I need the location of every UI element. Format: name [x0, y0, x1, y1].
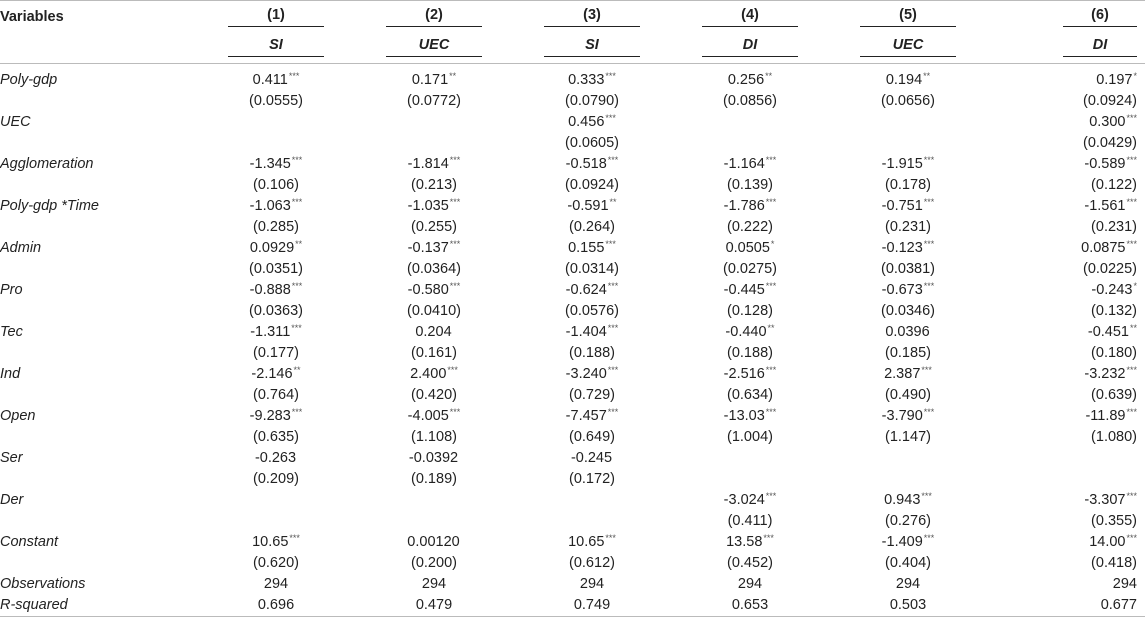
standard-error-value: (0.0314)	[564, 260, 619, 277]
coefficient-value: 0.204	[415, 324, 452, 340]
table-row-statistic	[0, 573, 1145, 594]
coefficient-value: -9.283	[249, 408, 291, 424]
coefficient-value: 14.00	[1089, 534, 1126, 550]
coefficient-value: -2.146	[251, 366, 293, 382]
significance-stars: **	[767, 323, 775, 333]
variable-label: Ser	[0, 449, 23, 466]
significance-stars: ***	[449, 155, 461, 165]
significance-stars: ***	[449, 281, 461, 291]
significance-stars: ***	[923, 281, 935, 291]
table-row-coefficient	[0, 69, 1145, 90]
standard-error-value: (0.634)	[727, 386, 773, 403]
coefficient-value: -1.345	[249, 156, 291, 172]
dependent-var-4: DI	[702, 37, 798, 57]
statistic-value: 294	[579, 575, 605, 592]
standard-error-value	[355, 132, 513, 153]
standard-error-value: (0.178)	[885, 176, 931, 193]
table-row-standard-error	[0, 216, 1145, 237]
coefficient-value: -0.263	[254, 450, 297, 466]
significance-stars: ***	[763, 533, 774, 543]
statistic-value: 294	[895, 575, 921, 592]
standard-error-value: (0.231)	[885, 218, 931, 235]
standard-error-value	[987, 468, 1145, 489]
significance-stars: ***	[1126, 365, 1137, 375]
standard-error-value: (0.213)	[411, 176, 457, 193]
coefficient-value: -3.024	[723, 492, 765, 508]
standard-error-value: (0.635)	[253, 428, 299, 445]
standard-error-value: (0.180)	[1091, 344, 1137, 361]
significance-stars: ***	[923, 239, 935, 249]
standard-error-value: (0.404)	[885, 554, 931, 571]
coefficient-value: 0.300	[1089, 114, 1126, 130]
variable-label: Constant	[0, 533, 59, 550]
standard-error-value: (0.355)	[1091, 512, 1137, 529]
table-row-standard-error	[0, 552, 1145, 573]
standard-error-value: (0.0363)	[248, 302, 303, 319]
standard-error-value: (0.276)	[885, 512, 931, 529]
standard-error-value: (0.0275)	[722, 260, 777, 277]
coefficient-value: -1.561	[1084, 198, 1126, 214]
coefficient-value: -2.516	[723, 366, 765, 382]
coefficient-value: -0.123	[881, 240, 923, 256]
standard-error-value: (0.612)	[569, 554, 615, 571]
standard-error-value: (0.122)	[1091, 176, 1137, 193]
standard-error-value: (0.222)	[727, 218, 773, 235]
coefficient-value: 0.0875	[1081, 240, 1126, 256]
coefficient-value: -0.245	[570, 450, 613, 466]
significance-stars: ***	[923, 155, 935, 165]
significance-stars: ***	[765, 491, 777, 501]
column-header-2: (2)	[386, 7, 482, 27]
standard-error-value: (0.0856)	[722, 92, 777, 109]
standard-error-value: (0.0605)	[564, 134, 619, 151]
coefficient-value: -1.164	[723, 156, 765, 172]
coefficient-value: -1.786	[723, 198, 765, 214]
significance-stars: ***	[449, 197, 461, 207]
standard-error-value: (1.004)	[727, 428, 773, 445]
significance-stars: ***	[1126, 407, 1137, 417]
header-row-dependent	[0, 32, 1145, 62]
variable-label: Agglomeration	[0, 155, 94, 172]
standard-error-value: (0.177)	[253, 344, 299, 361]
significance-stars: ***	[288, 71, 300, 81]
standard-error-value: (0.620)	[253, 554, 299, 571]
significance-stars: ***	[605, 239, 616, 249]
standard-error-value	[355, 510, 513, 531]
significance-stars: ***	[923, 197, 935, 207]
significance-stars: **	[295, 239, 303, 249]
standard-error-value: (0.285)	[253, 218, 299, 235]
coefficient-value: -0.518	[565, 156, 607, 172]
standard-error-value: (0.420)	[411, 386, 457, 403]
significance-stars: ***	[607, 407, 619, 417]
coefficient-value: 0.0396	[885, 324, 930, 340]
coefficient-value: -3.232	[1084, 366, 1126, 382]
standard-error-value: (0.0656)	[880, 92, 935, 109]
significance-stars: ***	[921, 365, 932, 375]
significance-stars: ***	[605, 71, 616, 81]
coefficient-value: -0.589	[1084, 156, 1126, 172]
coefficient-value: -0.580	[407, 282, 449, 298]
variables-header: Variables	[0, 9, 64, 25]
coefficient-value: -1.814	[407, 156, 449, 172]
coefficient-value: 10.65	[568, 534, 605, 550]
variable-label: Admin	[0, 239, 42, 256]
significance-stars: ***	[607, 281, 619, 291]
dependent-var-2: UEC	[386, 37, 482, 57]
significance-stars: ***	[605, 533, 616, 543]
column-header-4: (4)	[702, 7, 798, 27]
coefficient-value: -0.751	[881, 198, 923, 214]
coefficient-value: -3.240	[565, 366, 607, 382]
coefficient-value: -13.03	[723, 408, 765, 424]
statistic-value: 0.479	[415, 596, 453, 613]
significance-stars: ***	[449, 407, 461, 417]
coefficient-value: 0.00120	[407, 534, 460, 550]
table-row-coefficient	[0, 111, 1145, 132]
significance-stars: ***	[765, 197, 777, 207]
significance-stars: ***	[1126, 155, 1137, 165]
standard-error-value: (0.0351)	[248, 260, 303, 277]
significance-stars: **	[923, 71, 931, 81]
table-row-coefficient	[0, 195, 1145, 216]
standard-error-value: (1.147)	[885, 428, 931, 445]
header-row-numbers	[0, 2, 1145, 32]
coefficient-value: -7.457	[565, 408, 607, 424]
coefficient-value: 0.456	[568, 114, 605, 130]
coefficient-value: 0.194	[885, 72, 923, 88]
significance-stars: **	[293, 365, 301, 375]
standard-error-value: (0.639)	[1091, 386, 1137, 403]
coefficient-value: -0.624	[565, 282, 607, 298]
standard-error-value	[829, 468, 987, 489]
table-row-standard-error	[0, 426, 1145, 447]
variable-label: Tec	[0, 323, 23, 340]
statistic-value: 294	[263, 575, 289, 592]
significance-stars: ***	[765, 155, 777, 165]
significance-stars: ***	[1126, 197, 1137, 207]
standard-error-value: (0.0381)	[880, 260, 935, 277]
standard-error-value: (0.452)	[727, 554, 773, 571]
significance-stars: ***	[921, 491, 932, 501]
standard-error-value: (0.106)	[253, 176, 299, 193]
standard-error-value: (0.209)	[253, 470, 299, 487]
standard-error-value: (0.139)	[727, 176, 773, 193]
coefficient-value: 0.256	[727, 72, 765, 88]
standard-error-value: (0.0924)	[1082, 92, 1137, 109]
coefficient-value: -0.888	[249, 282, 291, 298]
standard-error-value: (0.0555)	[248, 92, 303, 109]
table-row-standard-error	[0, 174, 1145, 195]
coefficient-value: 0.155	[568, 240, 605, 256]
standard-error-value: (0.490)	[885, 386, 931, 403]
significance-stars: *	[1133, 71, 1137, 81]
standard-error-value: (0.0924)	[564, 176, 619, 193]
coefficient-value: -3.790	[881, 408, 923, 424]
coefficient-value: -1.311	[250, 324, 291, 340]
table-row-coefficient	[0, 447, 1145, 468]
standard-error-value: (0.764)	[253, 386, 299, 403]
table-row-standard-error	[0, 384, 1145, 405]
standard-error-value: (0.0410)	[406, 302, 461, 319]
coefficient-value: -0.451	[1087, 324, 1129, 340]
column-header-3: (3)	[544, 7, 640, 27]
variable-label: Poly-gdp	[0, 71, 58, 88]
table-row-standard-error	[0, 90, 1145, 111]
coefficient-value: -0.673	[881, 282, 923, 298]
statistic-value: 0.653	[731, 596, 769, 613]
standard-error-value: (0.0790)	[564, 92, 619, 109]
coefficient-value: -0.440	[725, 324, 767, 340]
coefficient-value: -1.409	[881, 534, 923, 550]
coefficient-value: -1.404	[565, 324, 607, 340]
standard-error-value	[829, 132, 987, 153]
significance-stars: ***	[447, 365, 458, 375]
coefficient-value: -0.591	[567, 198, 609, 214]
significance-stars: *	[770, 239, 775, 249]
standard-error-value: (0.188)	[727, 344, 773, 361]
coefficient-value: 2.387	[884, 366, 921, 382]
significance-stars: ***	[607, 323, 619, 333]
significance-stars: ***	[1126, 533, 1137, 543]
significance-stars: ***	[607, 365, 619, 375]
significance-stars: ***	[923, 533, 935, 543]
standard-error-value: (0.0429)	[1082, 134, 1137, 151]
significance-stars: ***	[449, 239, 461, 249]
coefficient-value: -11.89	[1085, 408, 1126, 424]
coefficient-value: -1.915	[881, 156, 923, 172]
standard-error-value: (0.264)	[569, 218, 615, 235]
table-row-coefficient	[0, 321, 1145, 342]
significance-stars: ***	[605, 113, 616, 123]
table-row-standard-error	[0, 132, 1145, 153]
table-row-coefficient	[0, 363, 1145, 384]
standard-error-value: (0.0576)	[564, 302, 619, 319]
standard-error-value: (0.188)	[569, 344, 615, 361]
standard-error-value	[671, 132, 829, 153]
table-row-standard-error	[0, 300, 1145, 321]
variable-label: Open	[0, 407, 36, 424]
standard-error-value: (0.729)	[569, 386, 615, 403]
standard-error-value: (0.128)	[727, 302, 773, 319]
coefficient-value: 0.197	[1096, 72, 1133, 88]
dependent-var-5: UEC	[860, 37, 956, 57]
significance-stars: *	[1133, 281, 1137, 291]
coefficient-value: 0.943	[884, 492, 921, 508]
table-row-statistic	[0, 594, 1145, 615]
standard-error-value: (0.649)	[569, 428, 615, 445]
statistic-value: 0.696	[257, 596, 295, 613]
significance-stars: ***	[291, 155, 303, 165]
standard-error-value	[513, 510, 671, 531]
statistic-value: 294	[737, 575, 763, 592]
statistic-value: 0.677	[1100, 596, 1137, 613]
standard-error-value: (0.0225)	[1082, 260, 1137, 277]
standard-error-value: (0.172)	[569, 470, 615, 487]
table-row-standard-error	[0, 468, 1145, 489]
coefficient-value: 13.58	[726, 534, 763, 550]
coefficient-value: -0.445	[723, 282, 765, 298]
table-row-coefficient	[0, 153, 1145, 174]
coefficient-value: -0.0392	[408, 450, 459, 466]
standard-error-value: (0.418)	[1091, 554, 1137, 571]
column-header-6: (6)	[1063, 7, 1137, 27]
standard-error-value: (0.0364)	[406, 260, 461, 277]
statistic-value: 0.503	[889, 596, 927, 613]
standard-error-value: (0.0346)	[880, 302, 935, 319]
significance-stars: ***	[289, 533, 300, 543]
statistic-value: 294	[1112, 575, 1137, 592]
table-row-coefficient	[0, 489, 1145, 510]
significance-stars: ***	[923, 407, 935, 417]
coefficient-value: 0.0505	[725, 240, 770, 256]
standard-error-value: (0.161)	[411, 344, 457, 361]
dependent-var-1: SI	[228, 37, 324, 57]
significance-stars: ***	[291, 197, 303, 207]
coefficient-value: -3.307	[1084, 492, 1126, 508]
table-row-coefficient	[0, 531, 1145, 552]
column-header-5: (5)	[860, 7, 956, 27]
statistic-label: R-squared	[0, 596, 68, 613]
table-row-coefficient	[0, 405, 1145, 426]
standard-error-value	[197, 132, 355, 153]
table-row-standard-error	[0, 258, 1145, 279]
dependent-var-3: SI	[544, 37, 640, 57]
significance-stars: ***	[291, 281, 303, 291]
table-row-standard-error	[0, 342, 1145, 363]
coefficient-value: 0.333	[568, 72, 605, 88]
significance-stars: **	[765, 71, 773, 81]
standard-error-value: (0.411)	[727, 512, 773, 529]
standard-error-value: (0.255)	[411, 218, 457, 235]
column-header-1: (1)	[228, 7, 324, 27]
statistic-value: 294	[421, 575, 447, 592]
coefficient-value: -0.137	[407, 240, 449, 256]
coefficient-value: 0.411	[252, 72, 288, 88]
coefficient-value: 10.65	[252, 534, 289, 550]
statistic-value: 0.749	[573, 596, 611, 613]
significance-stars: ***	[1126, 113, 1137, 123]
standard-error-value: (0.0772)	[406, 92, 461, 109]
dependent-var-6: DI	[1063, 37, 1137, 57]
significance-stars: ***	[1126, 239, 1137, 249]
variable-label: UEC	[0, 113, 31, 130]
standard-error-value: (0.132)	[1091, 302, 1137, 319]
standard-error-value: (1.080)	[1091, 428, 1137, 445]
coefficient-value: 0.0929	[249, 240, 295, 256]
significance-stars: ***	[765, 281, 777, 291]
significance-stars: **	[449, 71, 457, 81]
table-row-standard-error	[0, 510, 1145, 531]
table-row-coefficient	[0, 237, 1145, 258]
statistic-label: Observations	[0, 575, 86, 592]
standard-error-value: (0.185)	[885, 344, 931, 361]
standard-error-value: (1.108)	[411, 428, 457, 445]
significance-stars: ***	[765, 407, 777, 417]
significance-stars: ***	[291, 407, 303, 417]
coefficient-value: 2.400	[410, 366, 447, 382]
significance-stars: ***	[765, 365, 777, 375]
standard-error-value	[671, 468, 829, 489]
standard-error-value	[197, 510, 355, 531]
significance-stars: ***	[607, 155, 619, 165]
significance-stars: ***	[291, 323, 302, 333]
coefficient-value: -1.035	[407, 198, 449, 214]
variable-label: Der	[0, 491, 24, 508]
coefficient-value: -0.243	[1091, 282, 1133, 298]
standard-error-value: (0.189)	[411, 470, 457, 487]
significance-stars: ***	[1126, 491, 1137, 501]
variable-label: Pro	[0, 281, 23, 298]
table-row-coefficient	[0, 279, 1145, 300]
significance-stars: **	[609, 197, 617, 207]
coefficient-value: 0.171	[411, 72, 449, 88]
bottom-rule	[0, 615, 1145, 617]
standard-error-value: (0.200)	[411, 554, 457, 571]
variable-label: Poly-gdp *Time	[0, 197, 99, 214]
significance-stars: **	[1129, 323, 1137, 333]
coefficient-value: -4.005	[407, 408, 449, 424]
coefficient-value: -1.063	[249, 198, 291, 214]
variable-label: Ind	[0, 365, 21, 382]
standard-error-value: (0.231)	[1091, 218, 1137, 235]
